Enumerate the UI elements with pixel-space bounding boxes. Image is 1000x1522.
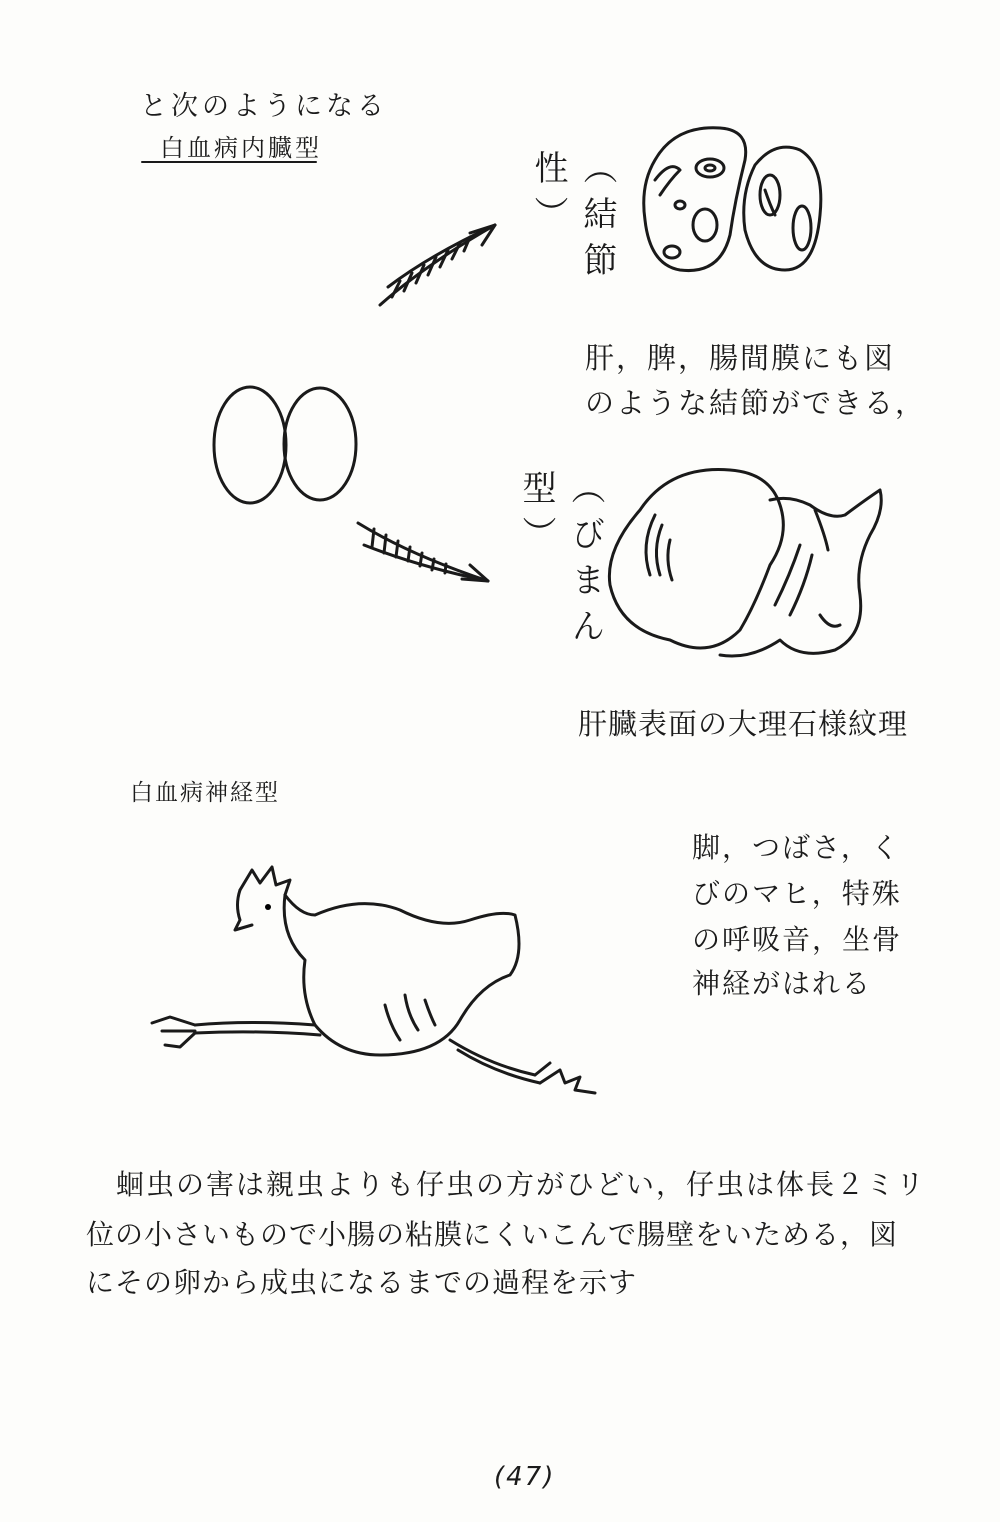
nodular-type-label: （結節性） bbox=[528, 150, 617, 288]
neural-caption-line-2: びのマヒ，特殊 bbox=[692, 877, 902, 910]
visceral-heading: 白血病内臓型 bbox=[160, 134, 322, 162]
diffuse-caption: 肝臓表面の大理石様紋理 bbox=[578, 707, 909, 741]
arrow-to-nodular-icon bbox=[370, 215, 505, 315]
heading-underline bbox=[140, 158, 320, 168]
neural-caption-line-1: 脚，つばさ，く bbox=[692, 831, 901, 864]
diffuse-type-label: （びまん型） bbox=[516, 470, 605, 654]
nodular-organ-drawing bbox=[635, 120, 835, 280]
intro-text: と次のようになる bbox=[140, 91, 388, 122]
paralyzed-chicken-drawing bbox=[140, 855, 610, 1100]
body-text-line-3: にその卵から成虫になるまでの過程を示す bbox=[86, 1266, 638, 1299]
arrow-to-diffuse-icon bbox=[350, 515, 495, 590]
page-number: (47) bbox=[494, 1462, 556, 1492]
neural-caption-line-4: 神経がはれる bbox=[692, 967, 873, 1000]
nodular-caption-line-2: のような結節ができる， bbox=[585, 386, 927, 420]
body-text-line-2: 位の小さいもので小腸の粘膜にくいこんで腸壁をいためる，図 bbox=[86, 1218, 899, 1251]
neural-caption-line-3: の呼吸音，坐骨 bbox=[692, 923, 903, 956]
neural-heading: 白血病神経型 bbox=[130, 780, 280, 806]
nodular-caption-line-1: 肝，脾，腸間膜にも図 bbox=[585, 341, 896, 375]
diffuse-liver-drawing bbox=[600, 455, 890, 670]
normal-organ-drawing bbox=[205, 380, 365, 515]
body-text-line-1: 蛔虫の害は親虫よりも仔虫の方がひどい，仔虫は体長２ミリ bbox=[116, 1168, 927, 1201]
